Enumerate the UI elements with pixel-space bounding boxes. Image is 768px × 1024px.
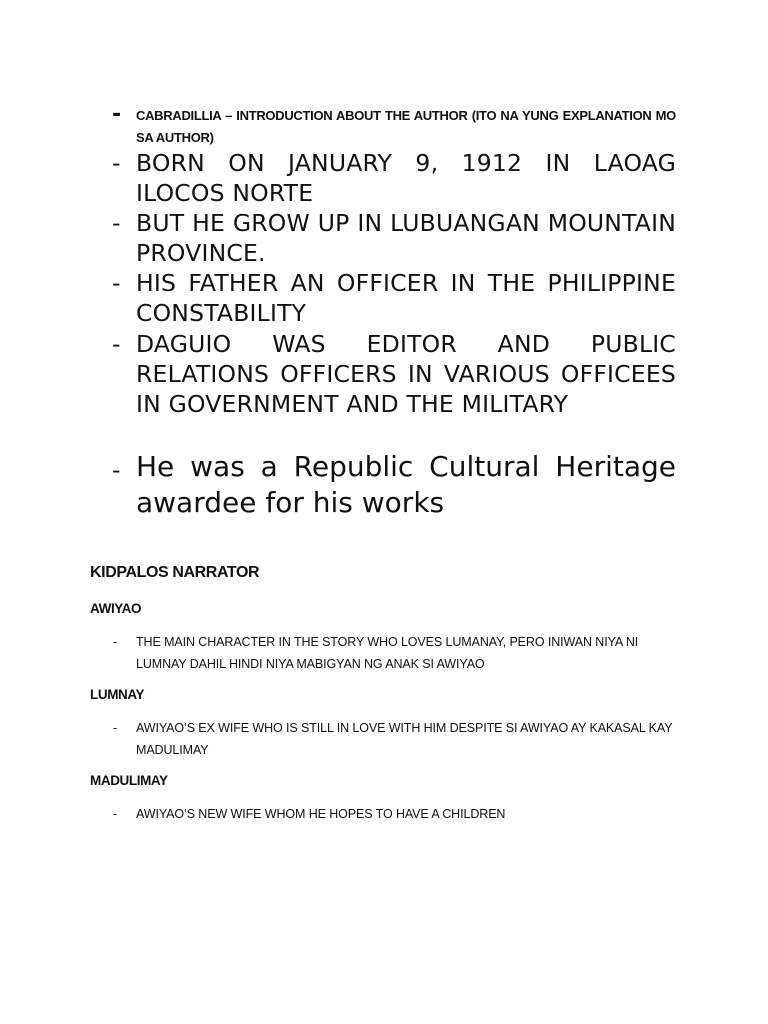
bullet-dash: - (113, 721, 118, 735)
character-name: MADULIMAY (90, 773, 168, 788)
bullet-dash: - (113, 635, 118, 649)
bullet-text: BUT HE GROW UP IN LUBUANGAN MOUNTAIN PROVINCE. (136, 209, 676, 267)
character-description: THE MAIN CHARACTER IN THE STORY WHO LOVES LUMANAY, PERO INIWAN NIYA NI LUMNAY DAHIL HINDI NIYA MABIGYAN NG ANAK SI AWIYAO (136, 635, 639, 671)
bullet-text: DAGUIO WAS EDITOR AND PUBLIC RELATIONS OFFICERS IN VARIOUS OFFICEES IN GOVERNMENT AND THE MILITARY (136, 330, 676, 418)
bullet-dash: - (112, 456, 121, 484)
bullet-text: BORN ON JANUARY 9, 1912 IN LAOAG ILOCOS NORTE (136, 149, 676, 207)
character-description: AWIYAO’S NEW WIFE WHOM HE HOPES TO HAVE A CHILDREN (136, 807, 506, 821)
section-title: KIDPALOS NARRATOR (90, 564, 260, 581)
character-description: AWIYAO’S EX WIFE WHO IS STILL IN LOVE WITH HIM DESPITE SI AWIYAO AY KAKASAL KAY MADULIMAY (136, 721, 673, 757)
character-name: AWIYAO (90, 601, 142, 616)
intro-text: CABRADILLIA – INTRODUCTION ABOUT THE AUTHOR (ITO NA YUNG EXPLANATION MO SA AUTHOR) (136, 108, 676, 145)
bullet-text: He was a Republic Cultural Heritage awardee for his works (136, 450, 676, 519)
bullet-dash: - (112, 269, 121, 297)
bullet-dash: - (112, 330, 121, 358)
bullet-dash: - (112, 102, 122, 127)
bullet-dash: - (113, 807, 118, 821)
bullet-text: HIS FATHER AN OFFICER IN THE PHILIPPINE CONSTABILITY (136, 269, 676, 327)
bullet-dash: - (112, 209, 121, 237)
bullet-dash: - (112, 149, 121, 177)
character-name: LUMNAY (90, 687, 145, 702)
